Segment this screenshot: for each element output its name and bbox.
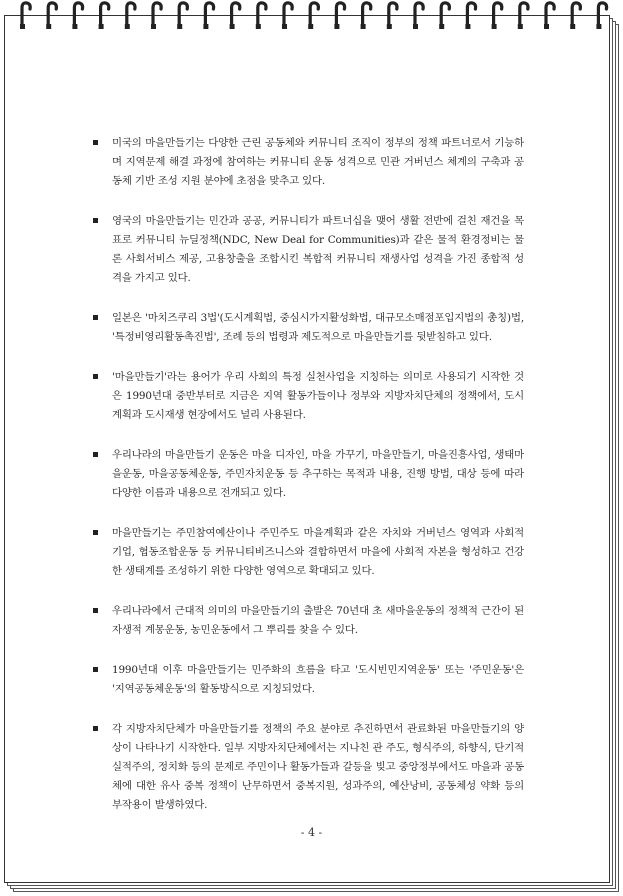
- list-item-text: 영국의 마을만들기는 민간과 공공, 커뮤니티가 파트너십을 맺어 생활 전반에 걸친 재건을 목표로 커뮤니티 뉴딜정책(NDC, New Deal for Communities)과 같은 물적 환경정비는 물론 사회서비스 제공, 고용창출을 조합시킨 복합적 커뮤니티 재생사업 성격을 가진 종합적 성격을 가지고 있다.: [112, 215, 524, 284]
- spiral-ring-icon: [308, 3, 318, 29]
- spiral-ring-icon: [361, 3, 371, 29]
- spiral-ring-icon: [334, 3, 344, 29]
- spiral-ring-icon: [99, 3, 109, 29]
- list-item-text: 마을만들기는 주민참여예산이나 주민주도 마을계획과 같은 자치와 거버넌스 영역과 사회적 기업, 협동조합운동 등 커뮤니티비즈니스와 결합하면서 마을에 사회적 자본을 형성하고 건강한 생태계를 조성하기 위한 다양한 영역으로 확대되고 있다.: [112, 527, 524, 577]
- list-item: [84, 309, 524, 347]
- spiral-ring-icon: [151, 3, 161, 29]
- list-item-text: 미국의 마을만들기는 다양한 근린 공동체와 커뮤니티 조직이 정부의 정책 파트너로서 기능하며 지역문제 해결 과정에 참여하는 커뮤니티 운동 성격으로 민관 거버넌스 체계의 구축과 공동체 기반 조성 지원 분야에 초점을 맞추고 있다.: [112, 137, 524, 187]
- spiral-ring-icon: [544, 3, 554, 29]
- bullet-square-icon: [93, 218, 98, 223]
- list-item-text: 1990년대 이후 마을만들기는 민주화의 흐름을 타고 '도시빈민지역운동' 또는 '주민운동'은 '지역공동체운동'의 활동방식으로 지칭되었다.: [112, 664, 524, 695]
- spiral-ring-icon: [230, 3, 240, 29]
- bullet-square-icon: [93, 374, 98, 379]
- spiral-ring-icon: [518, 3, 528, 29]
- spiral-binding: [0, 0, 623, 32]
- list-item: [84, 212, 524, 288]
- bullet-square-icon: [93, 608, 98, 613]
- bullet-square-icon: [93, 140, 98, 145]
- list-item-text: '마을만들기'라는 용어가 우리 사회의 특정 실천사업을 지칭하는 의미로 사용되기 시작한 것은 1990년대 중반부터로 지금은 지역 활동가들이나 정부와 지방자치단체의 정책에서, 도시계획과 도시재생 현장에서도 널리 사용된다.: [112, 371, 524, 421]
- spiral-ring-icon: [570, 3, 580, 29]
- spiral-ring-icon: [439, 3, 449, 29]
- spiral-ring-icon: [203, 3, 213, 29]
- list-item-text: 일본은 '마치즈쿠리 3법'(도시계획법, 중심시가지활성화법, 대규모소매점포입지법의 총칭)법, '특정비영리활동촉진법', 조례 등의 법령과 제도적으로 마을만들기를 뒷받침하고 있다.: [112, 312, 524, 343]
- bullet-square-icon: [93, 452, 98, 457]
- spiral-ring-icon: [492, 3, 502, 29]
- spiral-ring-icon: [596, 3, 606, 29]
- list-item: [84, 720, 524, 815]
- spiral-ring-icon: [465, 3, 475, 29]
- list-item: [84, 524, 524, 581]
- spiral-ring-icon: [282, 3, 292, 29]
- list-item-text: 각 지방자치단체가 마을만들기를 정책의 주요 분야로 추진하면서 관료화된 마을만들기의 양상이 나타나기 시작한다. 일부 지방자치단체에서는 지나친 관 주도, 형식주의, 하향식, 단기적 실적주의, 정치화 등의 문제로 주민이나 활동가들과 갈등을 빚고 중앙정부에서도 마을과 공동체에 대한 유사 중복 정책이 난무하면서 중복지원, 성과주의, 예산낭비, 공동체성 약화 등의 부작용이 발생하였다.: [112, 723, 524, 811]
- page-number: - 4 -: [300, 826, 323, 839]
- list-item: [84, 661, 524, 699]
- spiral-ring-icon: [177, 3, 187, 29]
- spiral-ring-icon: [20, 3, 30, 29]
- spiral-ring-icon: [46, 3, 56, 29]
- spiral-ring-icon: [72, 3, 82, 29]
- list-item: [84, 446, 524, 503]
- bullet-square-icon: [93, 726, 98, 731]
- spiral-ring-icon: [125, 3, 135, 29]
- list-item: [84, 602, 524, 640]
- spiral-ring-icon: [387, 3, 397, 29]
- list-item-text: 우리나라의 마을만들기 운동은 마을 디자인, 마을 가꾸기, 마을만들기, 마을진흥사업, 생태마을운동, 마을공동체운동, 주민자치운동 등 추구하는 목적과 내용, 진행 방법, 대상 등에 따라 다양한 이름과 내용으로 전개되고 있다.: [112, 449, 524, 499]
- list-item: [84, 368, 524, 425]
- list-item: [84, 134, 524, 191]
- bullet-square-icon: [93, 530, 98, 535]
- spiral-ring-icon: [256, 3, 266, 29]
- bullet-square-icon: [93, 667, 98, 672]
- bullet-list: [84, 134, 524, 836]
- spiral-ring-icon: [413, 3, 423, 29]
- bullet-square-icon: [93, 315, 98, 320]
- list-item-text: 우리나라에서 근대적 의미의 마을만들기의 출발은 70년대 초 새마을운동의 정책적 근간이 된 자생적 계몽운동, 농민운동에서 그 뿌리를 찾을 수 있다.: [112, 605, 524, 636]
